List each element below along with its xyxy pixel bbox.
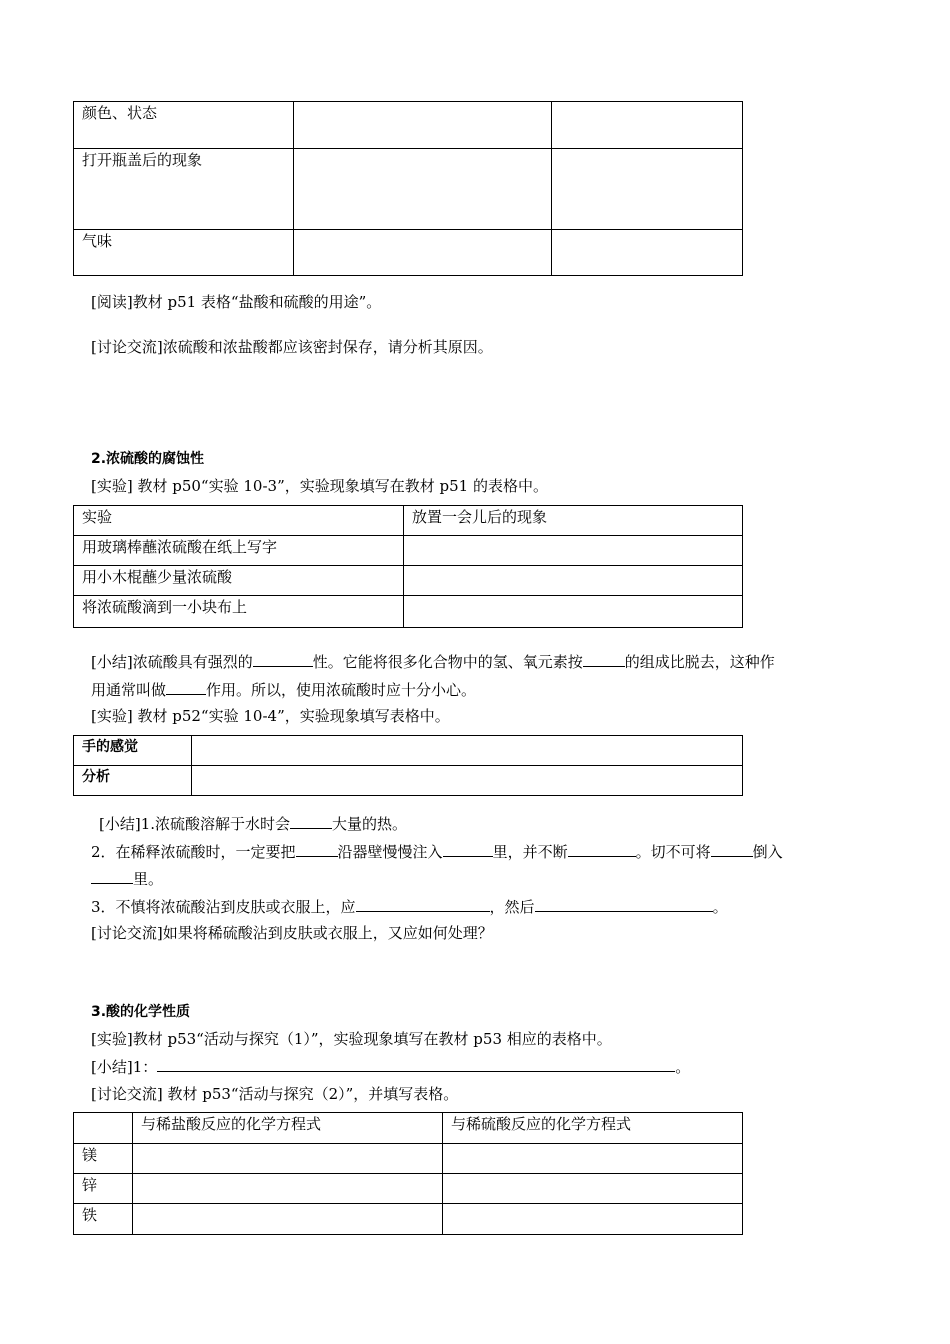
column-header: 与稀盐酸反应的化学方程式	[133, 1113, 443, 1144]
summary-line	[91, 650, 775, 673]
fill-blank[interactable]	[91, 867, 133, 884]
fill-blank[interactable]	[166, 678, 206, 695]
column-header: 与稀硫酸反应的化学方程式	[443, 1113, 743, 1144]
table-cell[interactable]	[404, 566, 743, 596]
row-label: 锌	[74, 1174, 133, 1204]
corrosion-table	[73, 505, 743, 628]
discussion-text: [讨论交流]如果将稀硫酸沾到皮肤或衣服上，又应如何处理？	[91, 924, 493, 942]
properties-table	[73, 101, 743, 276]
summary-text: 沿器壁慢慢注入	[337, 843, 443, 861]
table-cell[interactable]	[192, 736, 743, 766]
summary-text: 里，并不断	[492, 843, 568, 861]
fill-blank[interactable]	[568, 840, 636, 857]
summary-text: 3．不慎将浓硫酸沾到皮肤或衣服上，应	[91, 898, 356, 916]
summary-line	[91, 840, 783, 863]
row-label: 用玻璃棒蘸浓硫酸在纸上写字	[74, 536, 404, 566]
fill-blank[interactable]	[711, 840, 753, 857]
summary-text: [小结]浓硫酸具有强烈的	[91, 653, 253, 671]
summary-text: 的组成比脱去，这种作	[624, 653, 775, 671]
experiment-intro: [实验] 教材 p52“实验 10-4”，实验现象填写表格中。	[91, 707, 450, 725]
table-cell[interactable]	[404, 536, 743, 566]
fill-blank[interactable]	[583, 650, 625, 667]
reading-note: [阅读]教材 p51 表格“盐酸和硫酸的用途”。	[91, 293, 382, 311]
summary-line	[91, 867, 163, 890]
table-cell[interactable]	[443, 1144, 743, 1174]
discussion-text: [讨论交流] 教材 p53“活动与探究（2）”，并填写表格。	[91, 1085, 459, 1103]
summary-line	[91, 1055, 690, 1078]
table-cell[interactable]	[133, 1144, 443, 1174]
table-cell[interactable]	[192, 766, 743, 796]
summary-text: 里。	[133, 870, 164, 888]
table-cell[interactable]	[443, 1174, 743, 1204]
summary-text: 。切不可将	[635, 843, 711, 861]
summary-text: 2．在稀释浓硫酸时，一定要把	[91, 843, 296, 861]
table-cell[interactable]	[294, 230, 552, 276]
summary-text: 作用。所以，使用浓硫酸时应十分小心。	[206, 681, 477, 699]
summary-text: 倒入	[752, 843, 783, 861]
table-cell[interactable]	[404, 596, 743, 628]
table-cell[interactable]	[552, 230, 743, 276]
summary-text: 。	[712, 898, 728, 916]
discussion-text: [讨论交流]浓硫酸和浓盐酸都应该密封保存，请分析其原因。	[91, 338, 493, 356]
table-cell[interactable]	[443, 1204, 743, 1235]
row-label: 颜色、状态	[74, 102, 294, 149]
summary-text: [小结]1.浓硫酸溶解于水时会	[99, 815, 291, 833]
experiment-intro: [实验]教材 p53“活动与探究（1）”，实验现象填写在教材 p53 相应的表格中。	[91, 1030, 612, 1048]
fill-blank[interactable]	[290, 812, 332, 829]
table-cell[interactable]	[133, 1174, 443, 1204]
section-heading: 2.浓硫酸的腐蚀性	[91, 451, 205, 467]
table-cell[interactable]	[294, 149, 552, 230]
section-heading: 3.酸的化学性质	[91, 1004, 191, 1020]
acid-reaction-table	[73, 1112, 743, 1235]
fill-blank[interactable]	[253, 650, 313, 667]
row-label: 用小木棍蘸少量浓硫酸	[74, 566, 404, 596]
column-header: 实验	[74, 506, 404, 536]
row-label: 镁	[74, 1144, 133, 1174]
table-cell[interactable]	[552, 149, 743, 230]
experiment-intro: [实验] 教材 p50“实验 10-3”，实验现象填写在教材 p51 的表格中。	[91, 477, 548, 495]
fill-blank[interactable]	[356, 895, 490, 912]
fill-blank[interactable]	[296, 840, 338, 857]
table-cell[interactable]	[133, 1204, 443, 1235]
summary-text: 。	[675, 1058, 691, 1076]
summary-text: 用通常叫做	[91, 681, 167, 699]
fill-blank[interactable]	[535, 895, 713, 912]
summary-line	[99, 812, 407, 835]
table-cell[interactable]	[294, 102, 552, 149]
row-label: 打开瓶盖后的现象	[74, 149, 294, 230]
column-header: 放置一会儿后的现象	[404, 506, 743, 536]
summary-text: 性。它能将很多化合物中的氢、氧元素按	[312, 653, 583, 671]
row-label: 分析	[74, 766, 192, 796]
column-header	[74, 1113, 133, 1144]
summary-text: ，然后	[489, 898, 535, 916]
fill-blank[interactable]	[157, 1055, 675, 1072]
row-label: 手的感觉	[74, 736, 192, 766]
summary-line	[91, 895, 728, 918]
summary-line	[91, 678, 476, 701]
row-label: 气味	[74, 230, 294, 276]
dilution-table	[73, 735, 743, 796]
summary-text: 大量的热。	[332, 815, 408, 833]
table-cell[interactable]	[552, 102, 743, 149]
row-label: 铁	[74, 1204, 133, 1235]
row-label: 将浓硫酸滴到一小块布上	[74, 596, 404, 628]
fill-blank[interactable]	[443, 840, 493, 857]
summary-text: [小结]1：	[91, 1058, 158, 1076]
